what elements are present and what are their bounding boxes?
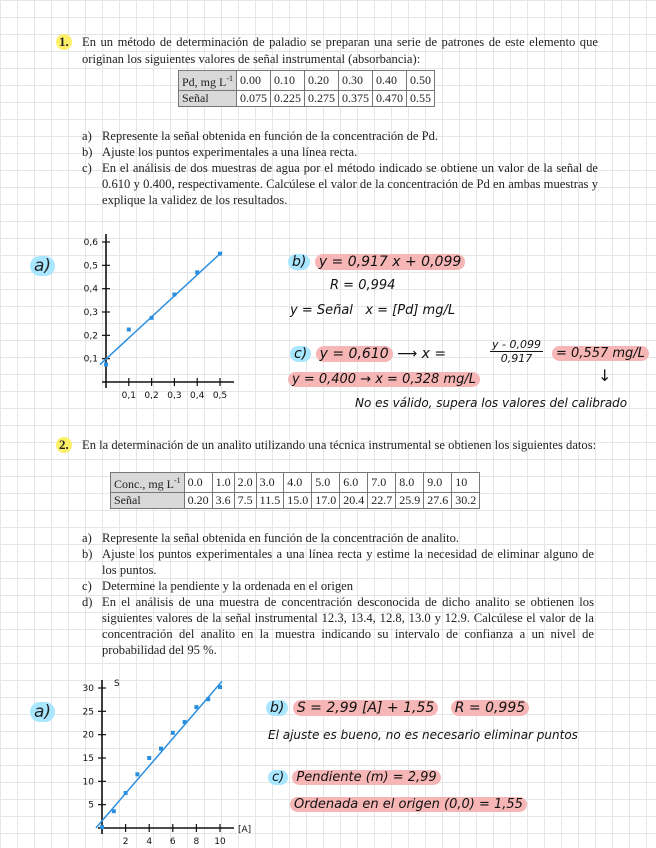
q1-chart-data-point — [127, 328, 131, 332]
q2-data-table — [110, 472, 480, 509]
q1-item-text: Represente la señal obtenida en función de la concentración de Pd. — [102, 129, 439, 143]
q2-cell: 1.0 — [212, 473, 234, 493]
q2-table-row-conc — [111, 473, 480, 493]
q2-item — [82, 546, 594, 578]
q1-fit-r: R = 0,994 — [330, 278, 396, 293]
q1-chart-fit-line — [100, 252, 222, 365]
q2-item-text: Represente la señal obtenida en función de la concentración de analito. — [102, 531, 460, 545]
q1-c1-x: x = — [421, 346, 447, 362]
q1-c1-result-value: = 0,557 mg/L — [552, 346, 649, 361]
q2-cell: 5.0 — [312, 473, 340, 493]
q2-chart-y-tick-label: 10 — [82, 777, 94, 788]
q2-table-header-signal: Señal — [111, 493, 185, 509]
q2-fit-comment: El ajuste es bueno, no es necesario eliminar puntos — [268, 728, 578, 742]
q1-validity-note: No es válido, supera los valores del calibrado — [355, 396, 628, 410]
q2-item-text: En el análisis de una muestra de concentración desconocida de dicho analito se obtienen los siguientes valores de la señal instrumental 12.3, 13.4, 12.8, 13.0 y 12.9. Calcúlese el valor de la concentración del analito en la muestra indicando su intervalo de confianza a un nivel de probabilidad del 95 %. — [102, 595, 594, 657]
q2-answer-b-line — [266, 700, 529, 716]
q2-item — [82, 594, 594, 658]
q1-item-text: Ajuste los puntos experimentales a una línea recta. — [102, 145, 358, 159]
q2-items-list — [82, 530, 594, 658]
q2-answer-b-label: b) — [266, 700, 288, 716]
q2-cell: 15.0 — [284, 493, 312, 509]
q2-chart-y-tick-label: 25 — [82, 707, 94, 718]
q1-fraction — [490, 338, 543, 365]
q1-chart-x-tick-label: 0,2 — [144, 391, 159, 401]
q1-item — [82, 144, 598, 160]
q1-chart-y-tick-label: 0,6 — [83, 238, 98, 248]
q2-chart-y-tick-label: 20 — [82, 730, 94, 741]
question-1-intro: En un método de determinación de paladio se preparan una serie de patrones de este elemento que originan los siguientes valores de señal instrumental (absorbancia): — [82, 35, 598, 66]
q1-cell: 0.20 — [305, 71, 339, 91]
q1-table-row-signal — [179, 91, 435, 107]
q2-answer-a-label: a) — [30, 702, 55, 722]
q2-calibration-chart — [70, 678, 270, 848]
q2-cell: 20.4 — [340, 493, 368, 509]
q2-item-letter: c) — [82, 579, 92, 593]
q2-cell: 11.5 — [256, 493, 284, 509]
q1-answer-a-label: a) — [30, 256, 55, 276]
q1-cell: 0.075 — [237, 91, 271, 107]
q1-cell: 0.40 — [373, 71, 407, 91]
q1-cell: 0.00 — [237, 71, 271, 91]
q1-item-letter: b) — [82, 145, 93, 159]
q1-chart-data-point — [150, 316, 154, 320]
q2-cell: 30.2 — [452, 493, 480, 509]
q2-item — [82, 578, 594, 594]
q2-cell: 3.6 — [212, 493, 234, 509]
q1-chart-y-tick-label: 0,3 — [83, 308, 98, 318]
q1-chart-x-tick-label: 0,5 — [212, 391, 228, 401]
q2-item-letter: d) — [82, 595, 93, 609]
q2-chart-x-tick-label: 4 — [146, 837, 153, 847]
q1-variable-defs: y = Señal x = [Pd] mg/L — [290, 303, 456, 318]
q1-data-table — [178, 70, 435, 107]
q1-items-list — [82, 128, 598, 208]
q2-chart-data-point — [112, 809, 116, 813]
q1-table-row-conc — [179, 71, 435, 91]
q1-chart-data-point — [172, 293, 176, 297]
q2-chart-x-tick-label: 6 — [169, 837, 176, 847]
q1-chart-y-tick-label: 0,2 — [83, 331, 98, 342]
q2-intercept-line — [290, 797, 527, 812]
q2-answer-c-label: c) — [268, 770, 288, 785]
q1-cell: 0.55 — [407, 91, 435, 107]
q2-cell: 8.0 — [396, 473, 424, 493]
q1-c2-value: y = 0,400 → x = 0,328 mg/L — [288, 372, 480, 387]
q2-fit-equation: S = 2,99 [A] + 1,55 — [293, 700, 438, 716]
q1-fraction-denominator: 0,917 — [500, 352, 533, 365]
q1-chart-y-tick-label: 0,5 — [83, 261, 98, 272]
q2-answer-c-line1 — [268, 770, 441, 785]
q2-cell: 2.0 — [234, 473, 256, 493]
q1-fraction-numerator: y - 0,099 — [492, 338, 541, 351]
q2-fit-r: R = 0,995 — [451, 700, 529, 716]
q1-cell: 0.275 — [305, 91, 339, 107]
q1-cell: 0.375 — [339, 91, 373, 107]
q1-fit-equation: y = 0,917 x + 0,099 — [315, 254, 465, 270]
q2-chart-data-point — [194, 705, 198, 709]
q2-chart-data-point — [206, 697, 210, 701]
q1-item-letter: c) — [82, 161, 92, 175]
question-2-number: 2. — [56, 437, 72, 453]
q1-calibration-chart — [68, 232, 258, 412]
q2-chart-data-point — [135, 772, 139, 776]
q2-cell: 3.0 — [256, 473, 284, 493]
q1-cell: 0.470 — [373, 91, 407, 107]
q2-table-row-signal — [111, 493, 480, 509]
q1-table-header-signal: Señal — [179, 91, 237, 107]
q2-cell: 17.0 — [312, 493, 340, 509]
q2-chart-x-tick-label: 2 — [122, 837, 129, 847]
q1-chart-x-tick-label: 0,3 — [167, 391, 182, 401]
q2-item-letter: a) — [82, 531, 92, 545]
q1-answer-b-label: b) — [288, 254, 310, 270]
q2-chart-fit-line — [96, 681, 222, 828]
q2-item-text: Ajuste los puntos experimentales a una línea recta y estime la necesidad de eliminar alguno de los puntos. — [102, 547, 594, 577]
q2-cell: 22.7 — [368, 493, 396, 509]
q2-chart-y-tick-label: 5 — [88, 800, 94, 811]
q1-chart-x-tick-label: 0,4 — [190, 391, 205, 401]
q1-header-conc-text: Pd, mg L — [182, 75, 227, 89]
question-2-intro: En la determinación de un analito utilizando una técnica instrumental se obtienen los siguientes datos: — [82, 438, 597, 452]
q1-item-letter: a) — [82, 129, 92, 143]
q1-c1-signal: y = 0,610 — [316, 346, 393, 362]
q2-chart-data-point — [218, 685, 222, 689]
q1-answer-b-line — [288, 254, 465, 270]
q1-answer-c-line1 — [290, 346, 446, 362]
q1-chart-data-point — [104, 363, 108, 367]
q2-chart-data-point — [159, 747, 163, 751]
q1-c1-result — [552, 346, 649, 361]
q2-cell: 9.0 — [424, 473, 452, 493]
q2-cell: 4.0 — [284, 473, 312, 493]
q2-chart-y-axis-label: S — [114, 679, 120, 689]
q1-chart-x-tick-label: 0,1 — [121, 391, 136, 401]
q1-cell: 0.10 — [271, 71, 305, 91]
q1-table-header-conc — [179, 71, 237, 91]
q2-cell: 25.9 — [396, 493, 424, 509]
q2-chart-x-tick-label: 8 — [193, 837, 200, 847]
q1-chart-y-tick-label: 0,1 — [83, 354, 98, 365]
q1-header-conc-exp: -1 — [226, 74, 234, 83]
q2-header-conc-text: Conc., mg L — [114, 477, 174, 491]
q2-chart-data-point — [183, 720, 187, 724]
q1-chart-data-point — [195, 270, 199, 274]
q2-chart-data-point — [147, 756, 151, 760]
q2-chart-x-axis-label: [A] — [238, 825, 252, 835]
q2-cell: 7.5 — [234, 493, 256, 509]
q2-chart-y-tick-label: 15 — [82, 754, 94, 764]
q2-header-conc-exp: -1 — [174, 476, 181, 485]
q1-cell: 0.30 — [339, 71, 373, 91]
q2-chart-data-point — [100, 825, 104, 829]
q2-cell: 0.0 — [184, 473, 212, 493]
question-1-number: 1. — [56, 34, 72, 50]
q1-cell: 0.225 — [271, 91, 305, 107]
q2-item-letter: b) — [82, 547, 93, 561]
q1-item — [82, 128, 598, 144]
q1-chart-y-tick-label: 0,4 — [83, 284, 98, 295]
q2-cell: 10 — [452, 473, 480, 493]
arrow-down-icon: ↓ — [598, 366, 612, 385]
q2-item-text: Determine la pendiente y la ordenada en el origen — [102, 579, 354, 593]
q2-cell: 6.0 — [340, 473, 368, 493]
q1-item-text: En el análisis de dos muestras de agua por el método indicado se obtiene un valor de la señal de 0.610 y 0.400, respectivamente. Calcúlese el valor de la concentración de Pd en ambas muestras y explique la validez de los resultados. — [102, 161, 598, 207]
q2-chart-y-tick-label: 30 — [82, 684, 94, 694]
q2-cell: 27.6 — [424, 493, 452, 509]
q1-chart-data-point — [218, 252, 222, 256]
q2-chart-data-point — [124, 791, 128, 795]
q1-answer-c-label: c) — [290, 346, 311, 362]
q2-table-header-conc — [111, 473, 185, 493]
q2-cell: 7.0 — [368, 473, 396, 493]
q2-slope: Pendiente (m) = 2,99 — [292, 770, 440, 785]
arrow-right-icon: ⟶ — [397, 346, 418, 362]
q2-chart-x-tick-label: 10 — [214, 837, 226, 847]
q2-chart-data-point — [171, 731, 175, 735]
q2-cell: 0.20 — [184, 493, 212, 509]
q1-c2-line — [288, 372, 480, 387]
q1-item — [82, 160, 598, 208]
q2-item — [82, 530, 594, 546]
q1-cell: 0.50 — [407, 71, 435, 91]
q2-intercept: Ordenada en el origen (0,0) = 1,55 — [290, 797, 527, 812]
